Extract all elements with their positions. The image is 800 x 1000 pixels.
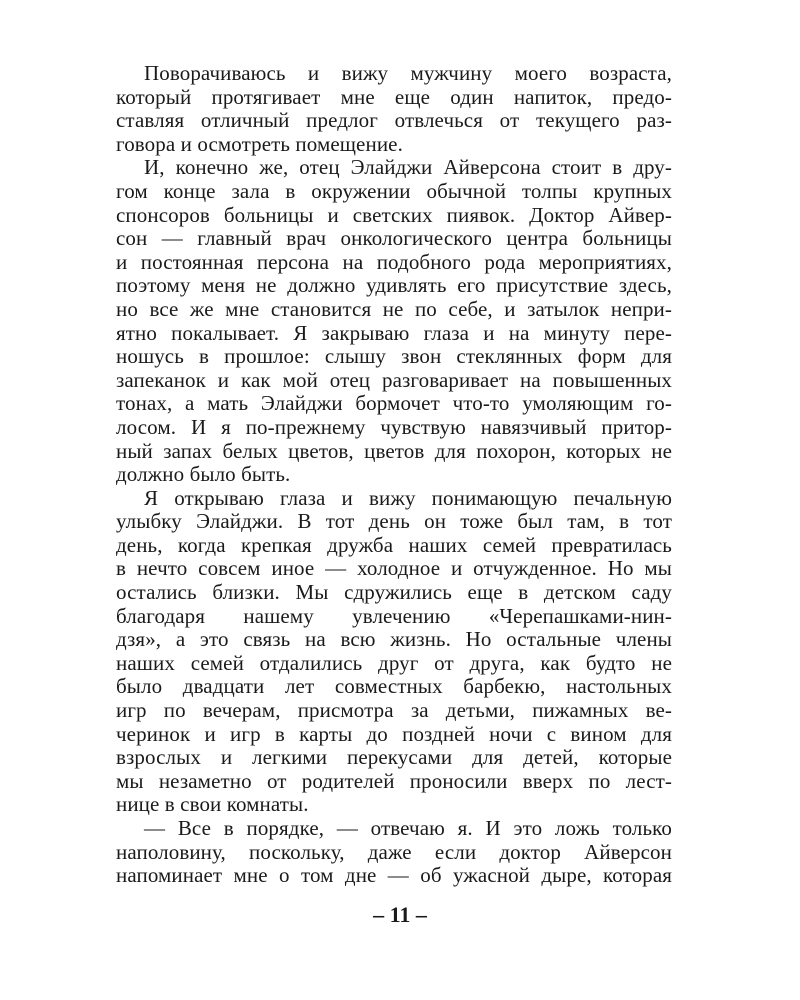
- paragraph: [116, 487, 672, 817]
- text-line: но все же мне становится не по себе, и затылок непри-: [116, 296, 672, 321]
- text-line: благодаря нашему увлечению «Черепашками-нин-: [116, 603, 672, 628]
- text-line: гом конце зала в окружении обычной толпы крупных: [116, 178, 672, 203]
- text-line: дзя», а это связь на всю жизнь. Но остальные члены: [116, 627, 672, 652]
- text-line: мы незаметно от родителей проносили вверх по лест-: [116, 768, 672, 793]
- text-line: — Все в порядке, — отвечаю я. И это ложь только: [144, 816, 672, 840]
- text-line: сон — главный врач онкологического центра больницы: [116, 226, 672, 251]
- page-number: – 11 –: [373, 902, 427, 927]
- text-line: ставляя отличный предлог отвлечься от текущего раз-: [116, 108, 672, 133]
- text-line: наших семей отдалились друг от друга, как будто не: [116, 650, 672, 675]
- text-line: в нечто совсем иное — холодное и отчужденное. Но мы: [116, 556, 672, 581]
- book-page-text: [116, 62, 672, 888]
- paragraph: [116, 817, 672, 888]
- text-line: ношусь в прошлое: слышу звон стеклянных форм для: [116, 344, 672, 369]
- text-line: и постоянная персона на подобного рода мероприятиях,: [116, 249, 672, 274]
- text-line: И, конечно же, отец Элайджи Айверсона стоит в дру-: [144, 155, 672, 180]
- text-line: который протягивает мне еще один напиток, предо-: [116, 84, 672, 109]
- text-line: Поворачиваюсь и вижу мужчину моего возраста,: [144, 61, 672, 85]
- text-line: говора и осмотреть помещение.: [116, 131, 403, 156]
- text-line: лосом. И я по-прежнему чувствую навязчивый притор-: [116, 414, 672, 439]
- text-line: должно было быть.: [116, 462, 291, 487]
- text-line: день, когда крепкая дружба наших семей превратилась: [116, 532, 672, 557]
- text-line: взрослых и легкими перекусами для детей, которые: [116, 745, 672, 770]
- paragraph: [116, 156, 672, 486]
- text-line: напоминает мне о том дне — об ужасной дыре, которая: [116, 863, 672, 888]
- text-line: запеканок и как мой отец разговаривает на повышенных: [116, 367, 672, 392]
- text-line: игр по вечерам, присмотра за детьми, пижамных ве-: [116, 698, 672, 723]
- paragraph: [116, 62, 672, 156]
- text-line: поэтому меня не должно удивлять его присутствие здесь,: [116, 273, 672, 298]
- text-line: наполовину, поскольку, даже если доктор Айверсон: [116, 839, 672, 864]
- text-line: нице в свои комнаты.: [116, 792, 309, 817]
- text-line: ятно покалывает. Я закрываю глаза и на минуту пере-: [116, 320, 672, 345]
- text-line: спонсоров больницы и светских пиявок. Доктор Айвер-: [116, 202, 672, 227]
- text-line: Я открываю глаза и вижу понимающую печальную: [144, 485, 672, 510]
- text-line: черинок и игр в карты до поздней ночи с вином для: [116, 721, 672, 746]
- text-line: было двадцати лет совместных барбекю, настольных: [116, 674, 672, 699]
- text-line: ный запах белых цветов, цветов для похорон, которых не: [116, 438, 672, 463]
- text-line: остались близки. Мы сдружились еще в детском саду: [116, 580, 672, 605]
- text-line: тонах, а мать Элайджи бормочет что-то умоляющим го-: [116, 391, 672, 416]
- text-line: улыбку Элайджи. В тот день он тоже был там, в тот: [116, 509, 672, 534]
